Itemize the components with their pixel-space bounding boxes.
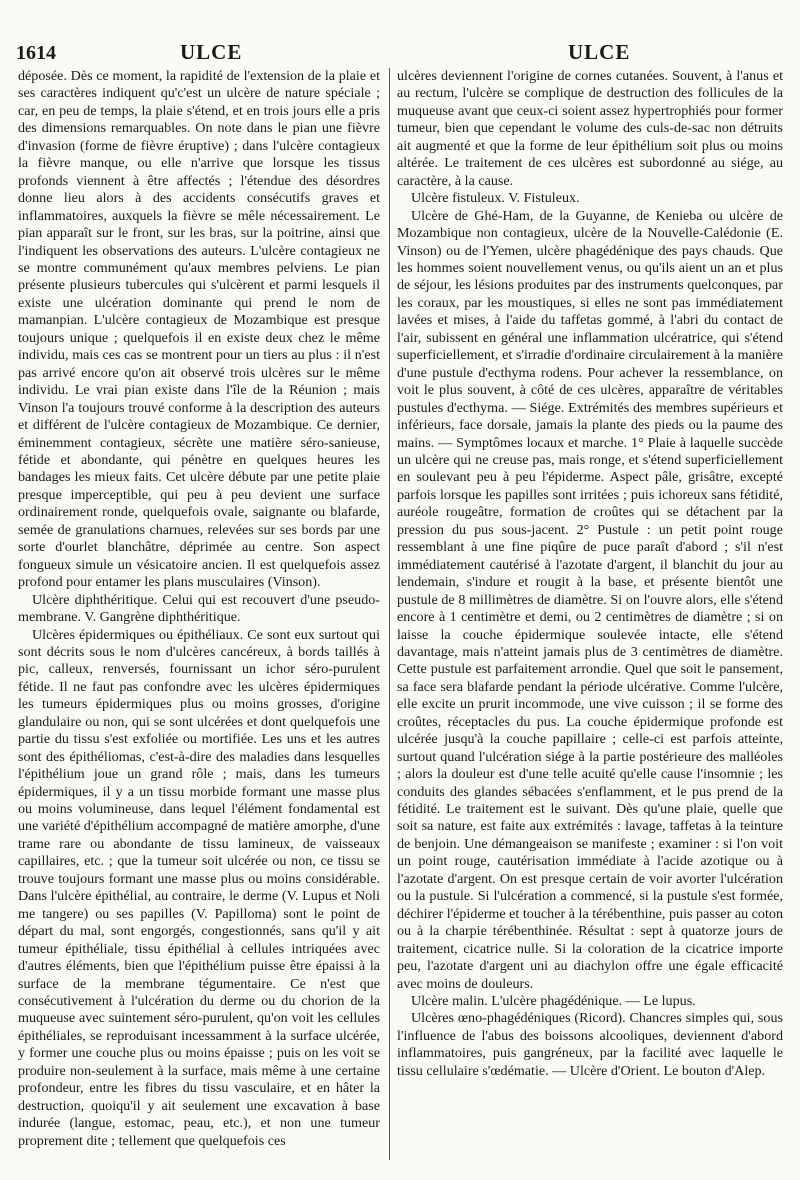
column-divider	[389, 68, 390, 1160]
paragraph-ulceres-oeno-phagedeniques: Ulcères œno-phagédéniques (Ricord). Chancres simples qui, sous l'influence de l'abus des boissons alcooliques, deviennent d'abord inflammatoires, puis gangréneux, par la facilité avec laquelle le tissu cellulaire s'œdématie. — Ulcère d'Orient. Le bouton d'Alep.	[397, 1010, 783, 1079]
page-number: 1614	[16, 42, 56, 64]
paragraph-ulcere-fistuleux: Ulcère fistuleux. V. Fistuleux.	[411, 190, 580, 207]
page-header	[16, 38, 782, 68]
paragraph-cornes-cutanees: ulcères deviennent l'origine de cornes cutanées. Souvent, à l'anus et au rectum, l'ulcère se complique de destruction des follicules de la muqueuse avant que ceux-ci soient assez hypertrophiés pour former tumeur, bien que cependant le volume des culs-de-sac non détruits ait augmenté et que la forme de leur épithélium soit plus ou moins altérée. Le traitement de ces ulcères est subordonné au siége, au caractère, à la cause.	[397, 68, 783, 189]
running-head-right: ULCE	[568, 40, 631, 64]
paragraph-ulcere-malin: Ulcère malin. L'ulcère phagédénique. — Le lupus.	[411, 993, 696, 1010]
paragraph-pian-comparison: déposée. Dès ce moment, la rapidité de l'extension de la plaie et ses caractères indiquent qu'c'est un ulcère de nature spéciale ; car, en peu de temps, la plaie s'étend, et en trois jours elle a pris des dimensions remarquables. On note dans le pian une fièvre d'invasion (forme de fièvre éruptive) ; dans l'ulcère contagieux la fièvre manque, ou elle n'arrive que lorsque les tissus profonds viennent à être affectés ; l'étendue des désordres donne lieu alors à des accidents consécutifs graves et inflammatoires, auxquels la fièvre se mêle nécessairement. Le pian apparaît sur le front, sur les bras, sur la poitrine, ainsi que l'indiquent les observations des auteurs. L'ulcère contagieux ne se montre communément qu'aux membres pelviens. Le pian présente plusieurs tubercules qui s'ulcèrent et parmi lesquels il existe une ulcération dominante qui prend le nom de mamanpian. L'ulcère contagieux de Mozambique est presque toujours unique ; quelquefois il en existe deux chez le même individu, mais ces cas se montrent pour un tiers au plus : il n'est pas arrivé encore qu'on ait observé trois ulcères sur le même individu. Le vrai pian existe dans l'île de la Réunion ; mais Vinson l'a toujours trouvé conforme à la description des auteurs et différent de l'ulcère contagieux de Mozambique. Ce dernier, éminemment contagieux, sécrète une matière séro-sanieuse, fétide et abondante, qui pénètre en quelques heures les bandages les mieux faits. Cet ulcère débute par une petite plaie presque imperceptible, qui peu à peu devient une surface ordinairement ronde, quelquefois ovale, saignante ou blafarde, semée de granulations charnues, relevées sur ses bords par une sorte d'ourlet blanchâtre, déprimée au centre. Son aspect fongueux simule un vésicatoire ancien. Il est quelquefois assez profond pour entamer les plans musculaires (Vinson).	[18, 68, 380, 591]
paragraph-ulceres-epidermiques: Ulcères épidermiques ou épithéliaux. Ce sont eux surtout qui sont décrits sous le nom d'ulcères cancéreux, à bords taillés à pic, calleux, renversés, fournissant un ichor séro-purulent fétide. Il ne faut pas confondre avec les ulcères épidermiques les tumeurs épidermiques plus ou moins grosses, d'origine glandulaire ou non, qui se sont ulcérées et dont quelquefois une partie du tissu s'est exfoliée ou mortifiée. Les uns et les autres sont des épithéliomas, c'est-à-dire des maladies dans lesquelles l'épithélium joue un grand rôle ; mais, dans les tumeurs épidermiques, il y a un tissu morbide formant une masse plus ou moins volumineuse, dans lequel l'élément fondamental est une variété d'épithélium accompagné de matière amorphe, d'une trame rare ou abondante de tissu lamineux, de vaisseaux capillaires, etc. ; que la tumeur soit ulcérée ou non, ce tissu se trouve toujours formant une masse plus ou moins considérable. Dans l'ulcère épithélial, au contraire, le derme (V. Lupus et Noli me tangere) ou ses papilles (V. Papilloma) sont le point de départ du mal, sont engorgés, congestionnés, sans qu'il y ait tumeur épithéliale, tissu épithélial à cellules intriquées avec d'autres éléments, bien que l'épithélium puisse être épaissi à la surface de la membrane tégumentaire. Ce n'est que consécutivement à l'ulcération du derme ou du chorion de la muqueuse avec suintement séro-purulent, qu'on voit les cellules épithéliales, se reproduisant incessamment à la surface ulcérée, y former une couche plus ou moins épaisse ; puis on les voit se produire non-seulement à la surface, mais même à une certaine profondeur, entre les fibres du tissu vasculaire, et en hâter la destruction, quoiqu'il y ait seulement une excavation à base indurée (langue, estomac, peau, etc.), et non une tumeur proprement dite ; tellement que quelquefois ces	[18, 626, 380, 1149]
left-column	[18, 68, 380, 1150]
paragraph-ulcere-diphtheritique: Ulcère diphthéritique. Celui qui est recouvert d'une pseudo-membrane. V. Gangrène diphthéritique.	[18, 591, 380, 626]
paragraph-ulcere-ghe-ham: Ulcère de Ghé-Ham, de la Guyanne, de Kenieba ou ulcère de Mozambique non contagieux, ulcère de la Nouvelle-Calédonie (E. Vinson) ou de l'Yemen, ulcère phagédénique des pays chauds. Que les hommes soient nouvellement venus, ou qu'ils aient un an et plus de séjour, les lésions produites par des instruments quelconques, par les coraux, par les moustiques, si elles ne sont pas immédiatement lavées et mises, à l'aide du taffetas gommé, à l'abri du contact de l'air, subissent en général une inflammation ulcératrice, qui s'étend superficiellement, et s'irradie d'ordinaire circulairement à la manière d'une pustule d'ecthyma rodens. Pour achever la ressemblance, on voit le plus souvent, à côté de ces ulcères, apparaître de véritables pustules d'ecthyma. — Siége. Extrémités des membres supérieurs et inférieurs, face dorsale, jamais la plante des pieds ou la paume des mains. — Symptômes locaux et marche. 1° Plaie à laquelle succède un ulcère qui ne creuse pas, mais ronge, et s'étend superficiellement en soulevant peu à peu l'épiderme. Aspect pâle, grisâtre, excepté parfois lorsque les papilles sont irritées ; puis ichoreux sans fétidité, auréole rougeâtre, formation de croûtes qui se détachent par la pression du pus sous-jacent. 2° Pustule : un petit point rouge ressemblant à une fine piqûre de puce paraît d'abord ; s'il n'est immédiatement cautérisé à l'azotate d'argent, il blanchit du jour au lendemain, s'indure et rougit à la base, et présente bientôt une pustule de 8 millimètres de diamètre. Si on l'ouvre alors, elle s'étend encore à 1 centimètre et demi, ou 2 centimètres de diamètre ; si on laisse la couche épidermique soulevée intacte, elle s'étend davantage, mais n'atteint jamais plus de 3 centimètres de diamètre. Cette pustule est parfaitement arrondie. Quel que soit le pansement, sa face sera blafarde pendant la période ulcérative. Comme l'ulcère, elle excite un prurit incommode, une vive cuisson ; il se forme des croûtes, réceptacles du pus. La couche épidermique profonde est ulcérée jusqu'à la couche papillaire ; celle-ci est parfois atteinte, surtout quand l'ulcération siége à la partie postérieure des malléoles ; alors la douleur est d'une telle acuité qu'elle cause l'insomnie ; les conduits des glandes sébacées s'enflamment, et le pus prend de la fétidité. Le traitement est le suivant. Dès qu'une plaie, quelle que soit sa nature, est faite aux extrémités : lavage, taffetas à la teinture de benjoin. Une démangeaison se manifeste ; examiner : si l'on voit un point rouge, cautérisation immédiate à l'acide azotique ou à l'azotate d'argent. On est presque certain de voir avorter l'ulcération ou la pustule. Si l'ulcération a commencé, si la pustule s'est formée, déchirer l'épiderme et toucher à la térébenthine, puis passer au coton ou à la charpie térébenthinée. Résultat : sept à quatorze jours de traitement, cicatrice nulle. Si la coloration de la cicatrice importe peu, l'azotate d'argent uni au diachylon offre une égale efficacité avec moins de douleurs.	[397, 207, 783, 992]
right-column	[397, 68, 783, 1080]
running-head-left: ULCE	[180, 40, 243, 64]
